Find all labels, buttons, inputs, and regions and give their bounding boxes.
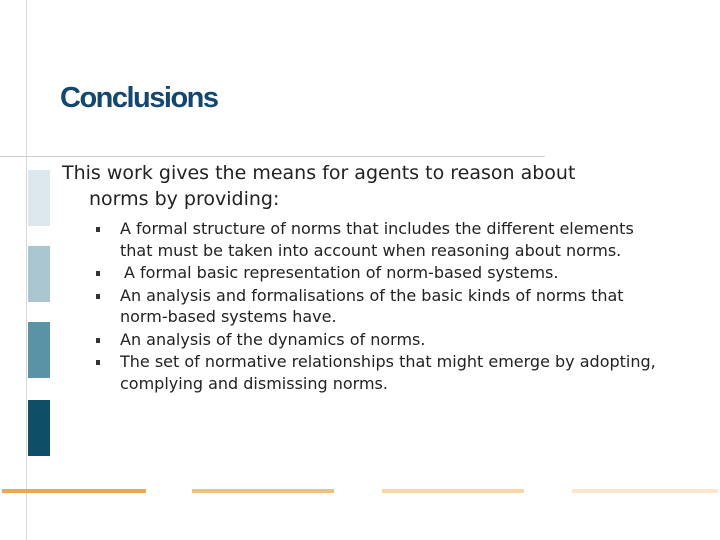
bullet-item xyxy=(96,262,656,284)
slide-title: Conclusions xyxy=(60,82,218,114)
side-block-medium xyxy=(28,322,50,378)
footer-accent-bar-4 xyxy=(572,489,718,493)
bullet-square-icon xyxy=(96,360,100,365)
bullet-text: A formal structure of norms that includes the different elements that must be taken into account when reasoning about norms. xyxy=(120,219,634,260)
bullet-square-icon xyxy=(96,338,100,343)
side-block-light xyxy=(28,170,50,226)
bullet-square-icon xyxy=(96,294,100,299)
footer-accent-bar-2 xyxy=(192,489,334,493)
side-block-dark xyxy=(28,400,50,456)
bullet-item xyxy=(96,329,656,351)
footer-accent-bar-1 xyxy=(2,489,146,493)
side-block-medium-light xyxy=(28,246,50,302)
intro-line-1: This work gives the means for agents to reason about xyxy=(62,162,576,184)
bullet-text: An analysis of the dynamics of norms. xyxy=(120,329,426,349)
bullet-text: The set of normative relationships that might emerge by adopting, complying and dismissing norms. xyxy=(120,352,656,393)
bullet-item xyxy=(96,218,656,261)
intro-line-2: norms by providing: xyxy=(89,188,280,210)
bullet-item xyxy=(96,285,656,328)
bullet-square-icon xyxy=(96,271,100,276)
bullet-list xyxy=(96,218,656,395)
bullet-square-icon xyxy=(96,227,100,232)
intro-text xyxy=(62,160,662,212)
left-vertical-rule xyxy=(26,0,27,540)
bullet-item xyxy=(96,351,656,394)
bullet-text: A formal basic representation of norm-based systems. xyxy=(124,263,559,282)
bullet-text: An analysis and formalisations of the basic kinds of norms that norm-based systems have. xyxy=(120,285,624,326)
title-divider xyxy=(0,156,545,157)
footer-accent-bar-3 xyxy=(382,489,524,493)
